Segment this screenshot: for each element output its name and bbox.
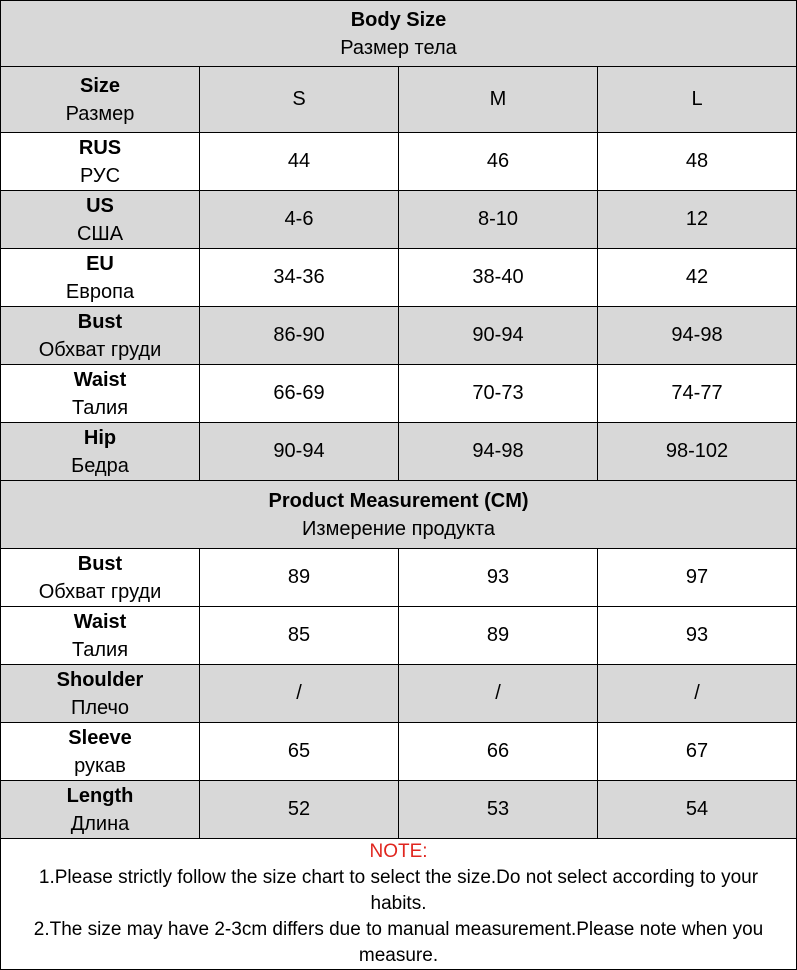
table-cell: 44 <box>200 133 399 191</box>
table-cell: 42 <box>598 249 797 307</box>
product-measurement-title-en: Product Measurement (CM) <box>268 489 529 512</box>
size-s: S <box>200 67 399 133</box>
table-cell: 94-98 <box>399 423 598 481</box>
body-size-title-row <box>1 1 797 67</box>
row-label <box>1 665 200 723</box>
size-l: L <box>598 67 797 133</box>
product-measurement-title-row <box>1 481 797 549</box>
row-label-en: Sleeve <box>68 726 132 749</box>
table-cell: 85 <box>200 607 399 665</box>
table-cell: 90-94 <box>399 307 598 365</box>
table-cell: 89 <box>200 549 399 607</box>
table-cell: 86-90 <box>200 307 399 365</box>
table-cell: 67 <box>598 723 797 781</box>
row-label-ru: рукав <box>74 754 126 777</box>
table-row <box>1 665 797 723</box>
table-cell: 38-40 <box>399 249 598 307</box>
row-label <box>1 781 200 839</box>
table-cell: / <box>598 665 797 723</box>
table-cell: 4-6 <box>200 191 399 249</box>
note-row <box>1 839 797 970</box>
size-label-ru: Размер <box>65 102 135 125</box>
table-row <box>1 423 797 481</box>
row-label <box>1 607 200 665</box>
table-cell: 66 <box>399 723 598 781</box>
row-label-en: EU <box>86 252 114 275</box>
row-label-ru: Талия <box>71 396 129 419</box>
row-label <box>1 133 200 191</box>
row-label-ru: Длина <box>70 812 130 835</box>
note-line-1: 1.Please strictly follow the size chart to select the size.Do not select according to your habits. <box>38 867 759 914</box>
table-row <box>1 191 797 249</box>
table-row <box>1 365 797 423</box>
table-row <box>1 607 797 665</box>
row-label-ru: Талия <box>71 638 129 661</box>
row-label-en: Hip <box>83 426 117 449</box>
body-size-title-ru: Размер тела <box>340 36 457 59</box>
size-m: M <box>399 67 598 133</box>
row-label <box>1 249 200 307</box>
row-label-en: US <box>86 194 114 217</box>
row-label-en: Shoulder <box>56 668 144 691</box>
table-cell: 66-69 <box>200 365 399 423</box>
table-row <box>1 781 797 839</box>
row-label-en: Waist <box>73 610 127 633</box>
table-cell: 97 <box>598 549 797 607</box>
table-cell: 48 <box>598 133 797 191</box>
body-size-title <box>1 1 797 67</box>
size-header-row <box>1 67 797 133</box>
table-cell: 12 <box>598 191 797 249</box>
row-label-en: Bust <box>77 552 123 575</box>
table-cell: 98-102 <box>598 423 797 481</box>
table-cell: 93 <box>598 607 797 665</box>
row-label-en: Length <box>66 784 134 807</box>
row-label-ru: Обхват груди <box>38 580 162 603</box>
note-title: NOTE: <box>369 841 428 862</box>
table-row <box>1 307 797 365</box>
row-label-en: Waist <box>73 368 127 391</box>
body-size-title-en: Body Size <box>350 8 447 31</box>
table-row <box>1 133 797 191</box>
table-cell: 94-98 <box>598 307 797 365</box>
row-label <box>1 423 200 481</box>
row-label <box>1 307 200 365</box>
row-label-ru: Бедра <box>71 454 129 477</box>
row-label-ru: Плечо <box>70 696 130 719</box>
table-cell: 8-10 <box>399 191 598 249</box>
row-label <box>1 365 200 423</box>
table-cell: 46 <box>399 133 598 191</box>
table-cell: / <box>200 665 399 723</box>
row-label <box>1 549 200 607</box>
row-label-ru: Европа <box>65 280 135 303</box>
table-cell: 90-94 <box>200 423 399 481</box>
table-cell: 65 <box>200 723 399 781</box>
note-line-2: 2.The size may have 2-3cm differs due to manual measurement.Please note when you measure. <box>33 919 764 966</box>
product-measurement-title-ru: Измерение продукта <box>302 517 495 540</box>
note-box <box>1 839 797 970</box>
table-cell: 34-36 <box>200 249 399 307</box>
row-label-en: RUS <box>78 136 122 159</box>
table-cell: 93 <box>399 549 598 607</box>
size-header-label <box>1 67 200 133</box>
table-row <box>1 249 797 307</box>
table-cell: 70-73 <box>399 365 598 423</box>
size-label-en: Size <box>79 74 121 97</box>
row-label-ru: РУС <box>79 164 121 187</box>
row-label-ru: США <box>76 222 124 245</box>
table-cell: 52 <box>200 781 399 839</box>
table-cell: 89 <box>399 607 598 665</box>
table-cell: / <box>399 665 598 723</box>
row-label <box>1 191 200 249</box>
table-cell: 74-77 <box>598 365 797 423</box>
table-cell: 54 <box>598 781 797 839</box>
table-row <box>1 549 797 607</box>
row-label <box>1 723 200 781</box>
table-row <box>1 723 797 781</box>
row-label-ru: Обхват груди <box>38 338 162 361</box>
product-measurement-title <box>1 481 797 549</box>
row-label-en: Bust <box>77 310 123 333</box>
table-cell: 53 <box>399 781 598 839</box>
